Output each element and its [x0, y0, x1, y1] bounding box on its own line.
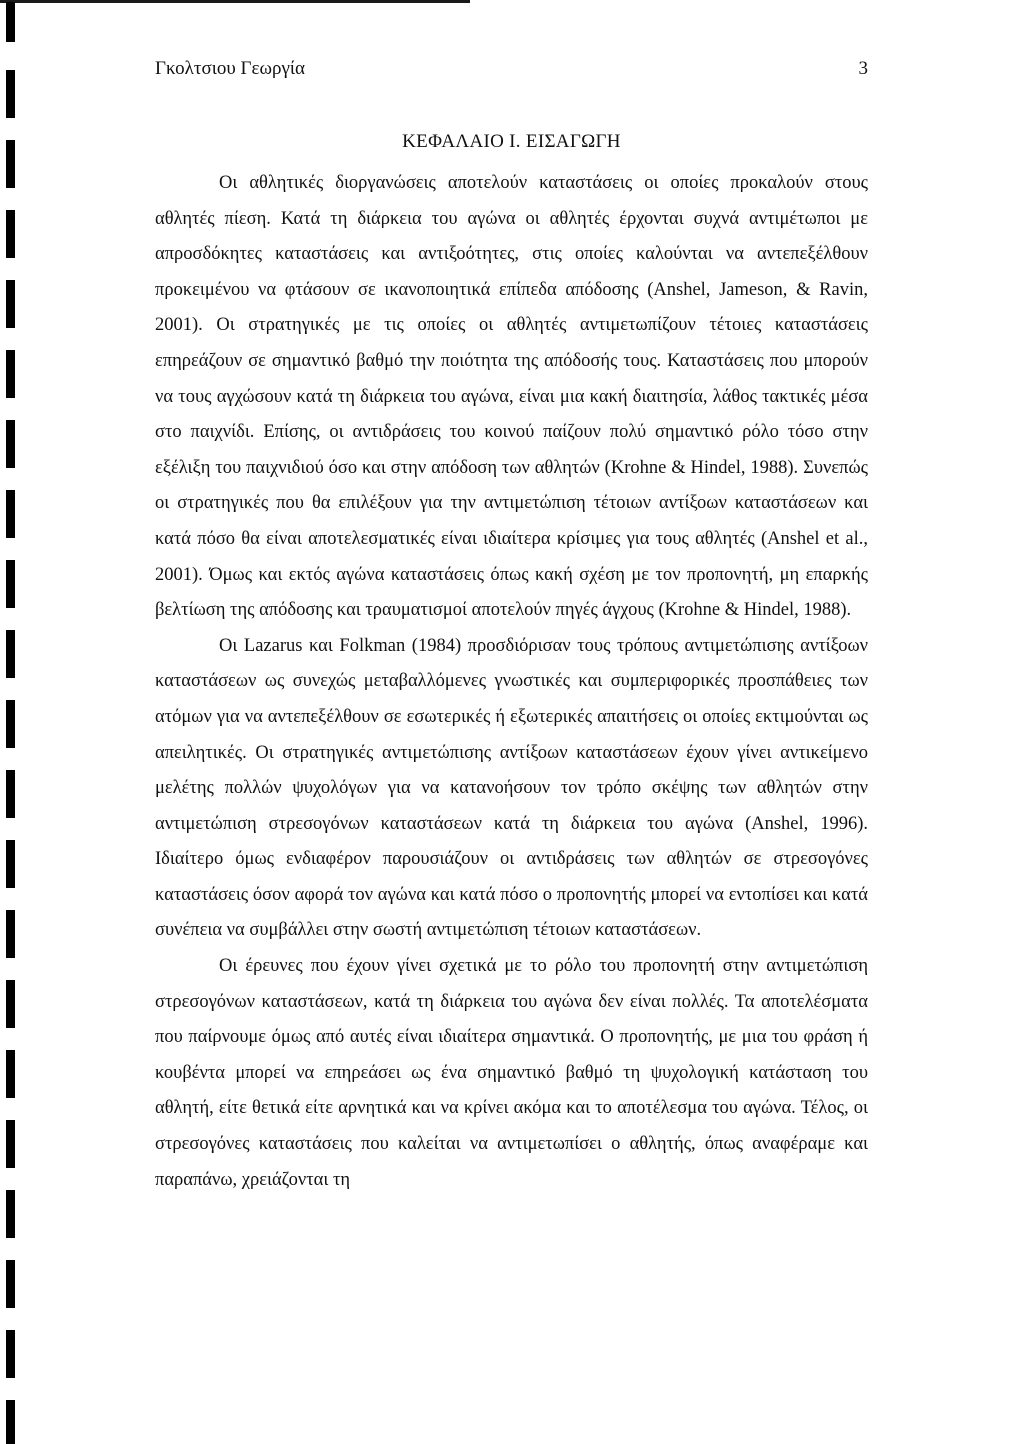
page-number: 3	[858, 58, 868, 79]
paragraph-2: Οι Lazarus και Folkman (1984) προσδιόρισαν τους τρόπους αντιμετώπισης αντίξοων καταστάσεων ως συνεχώς μεταβαλλόμενες γνωστικές και συμπεριφορικές προσπάθειες των ατόμων για να αντεπεξέλθουν σε εσωτερικές ή εξωτερικές απαιτήσεις οι οποίες εκτιμούνται ως απειλητικές. Οι στρατηγικές αντιμετώπισης αντίξοων καταστάσεων έχουν γίνει αντικείμενο μελέτης πολλών ψυχολόγων για να κατανοήσουν τον τρόπο σκέψης των αθλητών στην αντιμετώπιση στρεσογόνων καταστάσεων κατά τη διάρκεια του αγώνα (Anshel, 1996). Ιδιαίτερο όμως ενδιαφέρον παρουσιάζουν οι αντιδράσεις των αθλητών σε στρεσογόνες καταστάσεις όσον αφορά τον αγώνα και κατά πόσο ο προπονητής μπορεί να εντοπίσει και κατά συνέπεια να συμβάλλει στην σωστή αντιμετώπιση τέτοιων καταστάσεων.	[155, 635, 868, 941]
scan-left-edge-marks	[0, 0, 20, 1444]
body-text	[155, 166, 868, 1198]
header-author: Γκολτσιου Γεωργία	[155, 58, 305, 79]
chapter-title: ΚΕΦΑΛΑΙΟ Ι. ΕΙΣΑΓΩΓΗ	[402, 131, 621, 152]
paragraph-3: Οι έρευνες που έχουν γίνει σχετικά με το ρόλο του προπονητή στην αντιμετώπιση στρεσογόνων καταστάσεων, κατά τη διάρκεια του αγώνα δεν είναι πολλές. Τα αποτελέσματα που παίρνουμε όμως από αυτές είναι ιδιαίτερα σημαντικά. Ο προπονητής, με μια του φράση ή κουβέντα μπορεί να επηρεάσει ως ένα σημαντικό βαθμό τη ψυχολογική κατάσταση του αθλητή, είτε θετικά είτε αρνητικά και να κρίνει ακόμα και το αποτέλεσμα του αγώνα. Τέλος, οι στρεσογόνες καταστάσεις που καλείται να αντιμετωπίσει ο αθλητής, όπως αναφέραμε και παραπάνω, χρειάζονται τη	[155, 956, 868, 1190]
page-header	[155, 58, 868, 88]
scan-top-edge	[0, 0, 470, 3]
paragraph-1: Οι αθλητικές διοργανώσεις αποτελούν καταστάσεις οι οποίες προκαλούν στους αθλητές πίεση. Κατά τη διάρκεια του αγώνα οι αθλητές έρχονται συχνά αντιμέτωποι με απροσδόκητες καταστάσεις και αντιξοότητες, στις οποίες καλούνται να αντεπεξέλθουν προκειμένου να φτάσουν σε ικανοποιητικά επίπεδα απόδοσης (Anshel, Jameson, & Ravin, 2001). Οι στρατηγικές με τις οποίες οι αθλητές αντιμετωπίζουν τέτοιες καταστάσεις επηρεάζουν σε σημαντικό βαθμό την ποιότητα της απόδοσής τους. Καταστάσεις που μπορούν να τους αγχώσουν κατά τη διάρκεια του αγώνα, είναι μια κακή διαιτησία, λάθος τακτικές μέσα στο παιχνίδι. Επίσης, οι αντιδράσεις του κοινού παίζουν πολύ σημαντικό ρόλο τόσο στην εξέλιξη του παιχνιδιού όσο και στην απόδοση των αθλητών (Krohne & Hindel, 1988). Συνεπώς οι στρατηγικές που θα επιλέξουν για την αντιμετώπιση τέτοιων αντίξοων καταστάσεων και κατά πόσο θα είναι αποτελεσματικές είναι ιδιαίτερα κρίσιμες για τους αθλητές (Anshel et al., 2001). Όμως και εκτός αγώνα καταστάσεις όπως κακή σχέση με τον προπονητή, μη επαρκής βελτίωση της απόδοσης και τραυματισμοί αποτελούν πηγές άγχους (Krohne & Hindel, 1988).	[155, 173, 868, 621]
